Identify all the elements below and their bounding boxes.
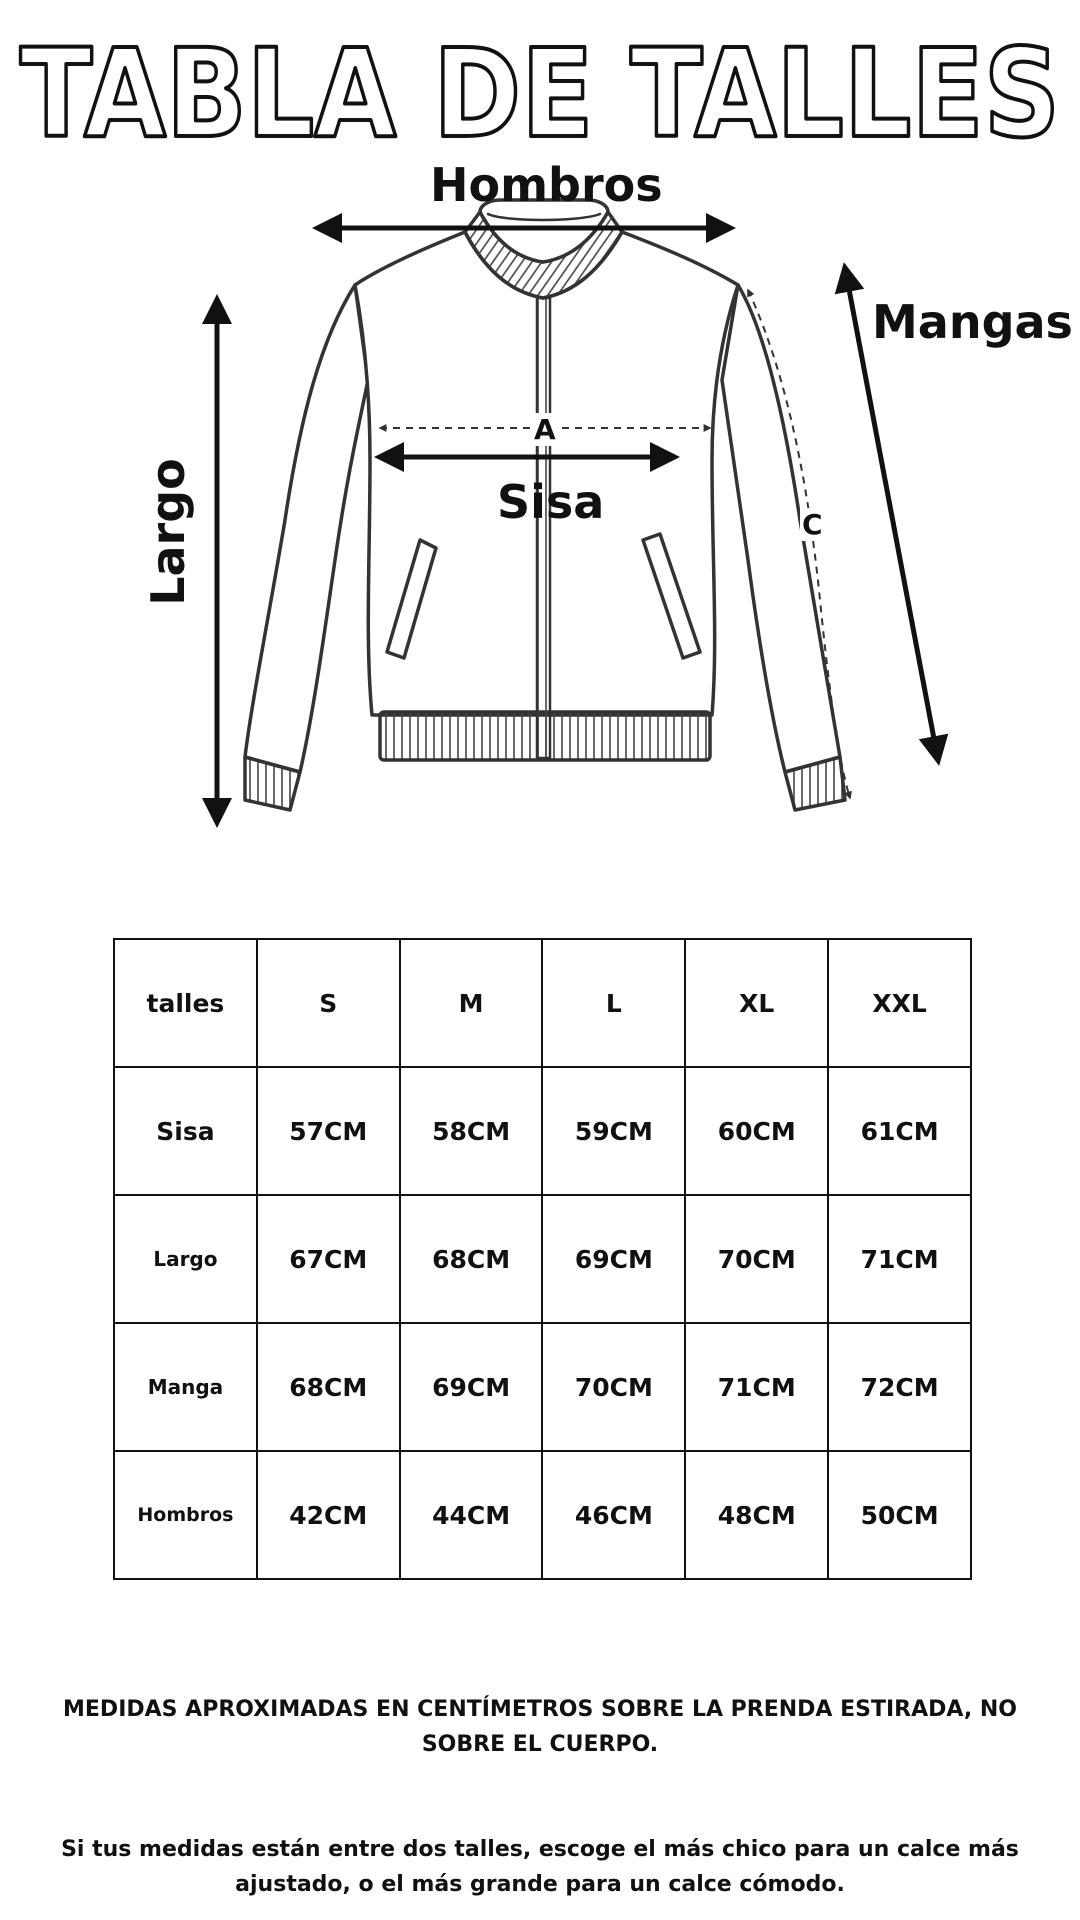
marker-c-label: C [802, 508, 823, 541]
table-cell: 71CM [685, 1323, 828, 1451]
table-cell: 70CM [542, 1323, 685, 1451]
table-cell: 60CM [685, 1067, 828, 1195]
length-label: Largo [141, 458, 195, 606]
header-cell: XL [685, 939, 828, 1067]
table-cell: 71CM [828, 1195, 971, 1323]
size-table [113, 938, 972, 1580]
row-label: Manga [114, 1323, 257, 1451]
page-title-graphic [0, 18, 1080, 158]
table-row [114, 1323, 971, 1451]
table-header-row [114, 939, 971, 1067]
table-row [114, 1067, 971, 1195]
table-cell: 50CM [828, 1451, 971, 1579]
table-cell: 59CM [542, 1067, 685, 1195]
page-title [0, 18, 1080, 158]
header-cell: talles [114, 939, 257, 1067]
table-cell: 69CM [400, 1323, 543, 1451]
row-label: Hombros [114, 1451, 257, 1579]
table-cell: 42CM [257, 1451, 400, 1579]
table-cell: 57CM [257, 1067, 400, 1195]
table-cell: 68CM [400, 1195, 543, 1323]
table-cell: 70CM [685, 1195, 828, 1323]
header-cell: M [400, 939, 543, 1067]
row-label: Sisa [114, 1067, 257, 1195]
table-cell: 48CM [685, 1451, 828, 1579]
table-row [114, 1195, 971, 1323]
table-cell: 46CM [542, 1451, 685, 1579]
table-cell: 61CM [828, 1067, 971, 1195]
left-sleeve [245, 285, 368, 772]
chest-label: Sisa [497, 475, 605, 529]
table-cell: 44CM [400, 1451, 543, 1579]
table-cell: 69CM [542, 1195, 685, 1323]
marker-a-label: A [530, 413, 560, 446]
table-cell: 68CM [257, 1323, 400, 1451]
header-cell: XXL [828, 939, 971, 1067]
page-title-text: TABLA DE TALLES [20, 23, 1060, 158]
header-cell: L [542, 939, 685, 1067]
table-row [114, 1451, 971, 1579]
table-cell: 72CM [828, 1323, 971, 1451]
sizing-tip: Si tus medidas están entre dos talles, escoge el más chico para un calce más ajustado, o el más grande para un calce cómodo. [61, 1837, 1019, 1897]
notes-section [60, 1692, 1020, 1902]
header-cell: S [257, 939, 400, 1067]
table-cell: 67CM [257, 1195, 400, 1323]
sleeves-label: Mangas [872, 295, 1073, 349]
measurement-note: MEDIDAS APROXIMADAS EN CENTÍMETROS SOBRE LA PRENDA ESTIRADA, NO SOBRE EL CUERPO. [63, 1697, 1017, 1757]
shoulders-label: Hombros [430, 158, 663, 212]
table-cell: 58CM [400, 1067, 543, 1195]
row-label: Largo [114, 1195, 257, 1323]
